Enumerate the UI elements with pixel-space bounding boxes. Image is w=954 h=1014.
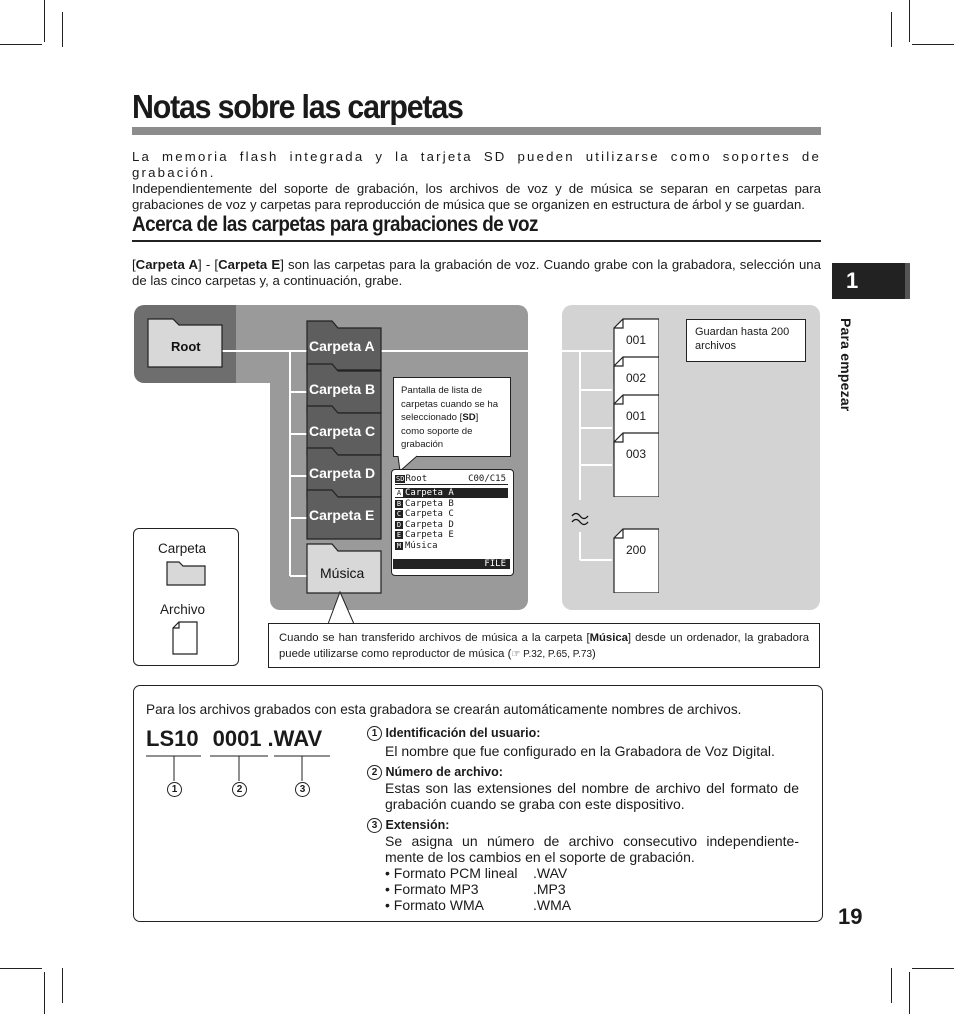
- screen-folder-name: Carpeta D: [405, 519, 454, 530]
- crop-mark: [0, 968, 42, 969]
- item-3-title-text: Extensión:: [385, 818, 450, 832]
- note-text: Cuando se han transferido archivos de música a la carpeta [: [279, 632, 590, 644]
- screen-folder-icon: C: [396, 510, 402, 518]
- screen-footer: [393, 559, 510, 569]
- folder-a-ref: Carpeta A: [135, 257, 198, 272]
- marker-3: 3: [295, 782, 310, 797]
- screen-folder-name: Carpeta B: [405, 498, 454, 509]
- screen-caption: [393, 377, 511, 457]
- item-1-marker: 1: [367, 726, 382, 741]
- format-name: • Formato MP3: [385, 881, 479, 897]
- item-1-text: El nombre que fue configurado en la Grabadora de Voz Digital.: [385, 743, 775, 759]
- bracket-text: ] - [: [198, 257, 219, 272]
- sd-icon: SD: [396, 475, 405, 483]
- screen-folder-icon: B: [396, 499, 402, 508]
- format-extension: .WMA: [533, 897, 572, 913]
- format-row: [385, 897, 572, 913]
- voice-folder-label: Carpeta D: [309, 465, 376, 481]
- music-note-pointer: [320, 590, 370, 626]
- filename-part-user: LS10: [146, 726, 199, 751]
- filename-part-number: 0001: [212, 726, 262, 751]
- legend-folder-icon: [166, 560, 206, 586]
- format-row: [385, 881, 566, 897]
- item-2-text: Estas son las extensiones del nombre de archivo del formato de grabación cuando se graba con este dispositivo.: [385, 780, 799, 812]
- section-subtitle: Acerca de las carpetas para grabaciones de voz: [132, 213, 538, 236]
- diagram-legend: [133, 528, 239, 666]
- device-folder-list-screen: [391, 469, 514, 576]
- file-number: 200: [626, 543, 647, 557]
- naming-lead: Para los archivos grabados con esta grabadora se crearán automáticamente nombres de archivos.: [146, 702, 742, 717]
- screen-folder-icon: M: [396, 541, 402, 550]
- format-extension: .WAV: [533, 865, 568, 881]
- screen-folder-icon: E: [396, 531, 402, 539]
- voice-folder-label: Carpeta E: [309, 507, 375, 523]
- paragraph-text: ] son las carpetas para la grabación de voz. Cuando grabe con la grabadora, selección una de las cinco carpetas y, a continuación, grabe.: [132, 257, 821, 288]
- format-name: • Formato PCM lineal: [385, 865, 518, 881]
- screen-folder-row: [395, 530, 508, 540]
- format-extension: .MP3: [533, 881, 566, 897]
- screen-folder-icon: A: [396, 489, 402, 497]
- format-name: • Formato WMA: [385, 897, 485, 913]
- screen-header-title: Root: [405, 474, 428, 484]
- legend-file-icon: [172, 621, 198, 655]
- crop-mark: [44, 972, 45, 1014]
- screen-footer-label: FILE: [484, 559, 506, 569]
- file-number: 002: [626, 371, 647, 385]
- screen-folder-row: [395, 509, 508, 519]
- crop-mark: [909, 972, 910, 1014]
- file-naming-box: [133, 685, 823, 922]
- bracket-text: [: [132, 257, 136, 272]
- screen-folder-row: [395, 488, 508, 498]
- item-2-title-text: Número de archivo:: [385, 765, 503, 779]
- crop-mark: [912, 968, 954, 969]
- voice-folder-label: Carpeta A: [309, 338, 375, 354]
- screen-folder-row: [395, 499, 508, 509]
- screen-folder-name: Carpeta A: [405, 488, 454, 498]
- file-number: 003: [626, 447, 647, 461]
- item-2-marker: 2: [367, 765, 382, 780]
- screen-folder-name: Música: [405, 540, 438, 551]
- intro-line-rest: Independientemente del soporte de grabación, los archivos de voz y de música se separan en carpetas para grabaciones de voz y carpetas para reproducción de música que se organizen en estructura de árbol y se guardan.: [132, 181, 821, 212]
- filename-callouts: [134, 746, 364, 806]
- screen-header-counter: C00/C15: [468, 474, 506, 484]
- file-number: 001: [626, 409, 647, 423]
- screen-folder-name: Carpeta E: [405, 530, 454, 540]
- intro-line-1: La memoria flash integrada y la tarjeta SD pueden utilizarse como soportes de grabación.: [132, 149, 821, 180]
- note-text: ): [592, 647, 596, 660]
- sd-ref: SD: [462, 412, 476, 423]
- file-number: 001: [626, 333, 647, 347]
- screen-folder-name: Carpeta C: [405, 509, 454, 519]
- crop-mark: [891, 968, 892, 1003]
- music-ref: Música: [589, 632, 628, 644]
- music-folder-label: Música: [320, 565, 365, 581]
- screen-header: [395, 474, 508, 485]
- item-1-title: [367, 726, 540, 741]
- music-transfer-note: [268, 623, 820, 668]
- screen-caption-text: Pantalla de lista de carpetas cuando se ha seleccionado [: [401, 385, 499, 423]
- page-reference: ☞ P.32, P.65, P.73: [511, 648, 593, 660]
- filename-part-extension: .WAV: [267, 726, 323, 751]
- screen-folder-row: [395, 520, 508, 530]
- item-3-title: [367, 818, 449, 833]
- item-2-title: [367, 765, 503, 780]
- format-row: [385, 865, 568, 881]
- screen-folder-icon: D: [396, 520, 402, 529]
- side-section-label: Para empezar: [838, 318, 854, 412]
- folder-e-ref: Carpeta E: [218, 257, 281, 272]
- screen-folder-row: [395, 541, 508, 551]
- page-number: 19: [838, 904, 863, 929]
- voice-folder-label: Carpeta C: [309, 423, 376, 439]
- note-text: ] desde un ordenador, la grabadora puede utilizarse como reproductor de música (: [279, 632, 810, 660]
- crop-mark: [62, 968, 63, 1003]
- root-label: Root: [171, 339, 201, 354]
- item-1-title-text: Identificación del usuario:: [385, 726, 541, 740]
- page-title: Notas sobre las carpetas: [132, 88, 463, 125]
- legend-file-label: Archivo: [160, 602, 206, 617]
- item-3-text: Se asigna un número de archivo consecutivo independiente-mente de los cambios en el soporte de grabación.: [385, 833, 799, 865]
- files-capacity-note: Guardan hasta 200 archivos: [686, 319, 806, 362]
- file-icon: [613, 432, 659, 497]
- item-3-marker: 3: [367, 818, 382, 833]
- file-icon: [613, 528, 659, 593]
- marker-1: 1: [167, 782, 182, 797]
- legend-folder-label: Carpeta: [158, 541, 207, 556]
- marker-2: 2: [232, 782, 247, 797]
- voice-folder-label: Carpeta B: [309, 381, 376, 397]
- chapter-tab: 1: [832, 263, 910, 299]
- screen-caption-text: ] como soporte de grabación: [401, 412, 479, 450]
